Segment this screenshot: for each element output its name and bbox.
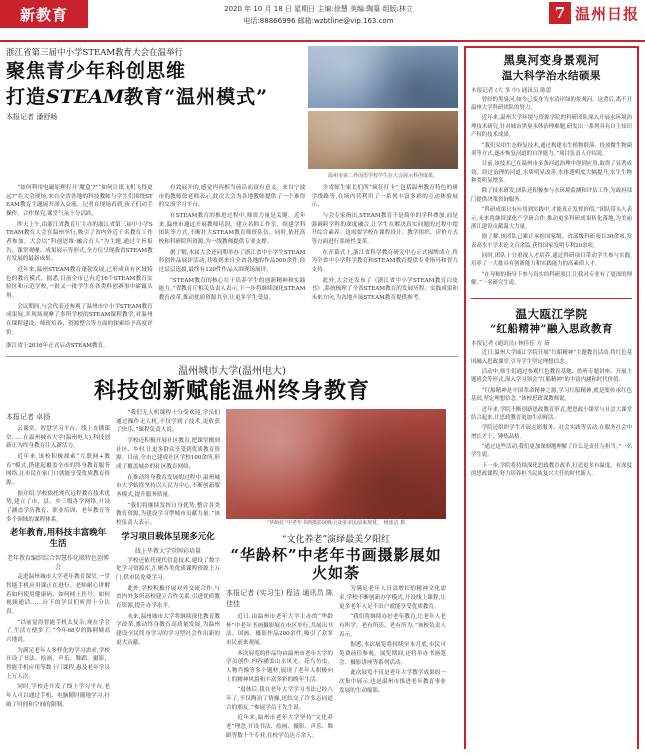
right-story1-p7: 据了解,该团队已累计承担国家级、省部级科研项目30余项,发表高水平学术论文百余篇,获得国家发明专利20余项。 <box>471 234 632 249</box>
story1-columns <box>6 184 458 339</box>
page-footer <box>0 749 645 755</box>
right-story1-title-line1: 黑臭河变身景观河 <box>503 53 600 67</box>
story3-byline: 本报记者 (实习生) 程洁 通讯员 陈佳佳 <box>226 589 333 609</box>
story1-col1-p2: 昨天上午,由浙江省教育厅主办的浙江省第三届中小学STEAM教育大会在温州举行,吸引了省内外近千名教育工作者参加。大会以“科创思维·融合育人”为主题,通过主旨报告、课堂观摩、成果展示等形式,全方位呈现我省STEAM教育发展的最新成果。 <box>6 221 153 263</box>
story1-col2-p4: “STEAM教育的核心在于培养学生的创新精神和实践能力。”省教育厅相关负责人表示,下一步将继续深化STEAM教育改革,推动优质资源共享,让更多学生受益。 <box>158 277 306 301</box>
right-story1-title-line2: 温大科学治水结硕果 <box>502 69 601 82</box>
story1-photo-a <box>308 46 458 108</box>
story1-title-pre: 打造 <box>6 86 47 109</box>
story1-kicker: 浙江省第三届中小学STEAM教育大会在温举行 <box>6 48 184 58</box>
right-story2-byline: 本报记者 (通讯员) 林佳佳 方 茹 <box>471 341 550 348</box>
story1-col3-p2: 与会专家指出,STEAM教育不是简单的学科叠加,而是强调跨学科的深度融合,让学生在解决真实问题的过程中提升综合素养。这需要学校在课程设计、教学组织、评价方式等方面进行系统性变革。 <box>311 212 459 245</box>
right-story2-p3: “红船精神是中国革命精神之源,学习红船精神,就是要传承红色基因,坚定理想信念。”该校思政课教师说。 <box>471 387 632 403</box>
story3-col-2 <box>339 585 446 742</box>
story1-col-3 <box>311 184 458 339</box>
story2-col1-p3: 据介绍,学校依托现代远程教育技术优势,建立了市、县、乡三级办学网络,开设了涵盖学历教育、职业培训、老年教育等多个领域的课程体系。 <box>6 490 110 523</box>
story2-col2-text2 <box>116 557 220 648</box>
section-label: 新教育 <box>0 0 88 28</box>
story3-col-1 <box>226 585 333 742</box>
story3-col1-p4: 近年来,温州市老年大学坚持“文化养老”理念,开设书法、绘画、摄影、声乐、舞蹈等数十个专业,在校学员达万余人。 <box>226 715 333 739</box>
story1-col2-p3: 据了解,本届大会还同期举办了浙江省中小学生STEAM科创作品展评活动,共收到来自全省各地的作品500余件,经过层层选拔,最终有120件作品入围现场展评。 <box>158 249 306 273</box>
story3-col1-p1: 近日,由温州市老年大学主办的“华龄杯”中老年书画摄影展在市区举行,共展出书法、国画、摄影作品200余件,吸引了众多市民前来观展。 <box>226 614 333 647</box>
right-story2-p1: 近日,温州大学瓯江学院开展“红船精神”主题教育活动,将红色基因融入思政课堂,引导学生坚定理想信念。 <box>471 350 632 365</box>
story2-subhead-2b: 线上毕教大学堂牌彩培量 <box>134 547 201 555</box>
story3-col2-p3: 据悉,本次展览将持续至本月底,市民可免费前往参观。展览期间,还将举办书画笔会、摄影讲座等系列活动。 <box>339 642 446 666</box>
story3-col2-p2: “我们将继续办好老年教育,让老年人老有所学、老有所乐、老有所为。”该校负责人表示。 <box>339 614 446 638</box>
story2-byline: 本报记者 卓扬 <box>6 413 51 422</box>
story1-title-post: 教育“温州模式” <box>124 86 268 109</box>
story2-col2-p1: “我们无人机课程十分受欢迎,学员们通过操作无人机,不仅学到了技术,更收获了快乐。”课程负责人说。 <box>116 410 220 434</box>
story2-body <box>6 409 458 742</box>
story2-col-1 <box>6 409 110 742</box>
story2-col2-p4: “我们将继续发挥自身优势,整合各类教育资源,为建设学习型城市贡献力量。”该校负责人表示。 <box>116 502 220 526</box>
story1-col1-p1: “如何利用电磁原理打开‘魔盒’?”“如何让纸飞机飞得更远?”在大会现场,来自全省各地的科技教师与学生们围绕STEAM教育主题展开深入交流。记者在现场看到,孩子们动手操作、合作探究,课堂气氛十分活跃。 <box>6 185 153 217</box>
page-number: 7 <box>549 2 571 24</box>
story2-photo-caption: “华龄红”中老年书画摄影展吸引众多市民前来观赏。 杨冰洁 摄 <box>266 520 406 527</box>
right-story1-p1: 曾经的黑臭河,如今已变身为水清岸绿的景观河。这背后,离不开温州大学科研团队的努力。 <box>471 96 632 112</box>
story3-col1-p2: 本次展览的作品均由温州市老年大学的学员创作,内容涵盖山水风光、花鸟鱼虫、人物肖像等多个题材,展现了老年人积极向上的精神风貌和丰富多彩的晚年生活。 <box>226 650 333 683</box>
right-sidebar-zone <box>464 46 639 752</box>
masthead-info <box>88 0 549 27</box>
paper-name: 温州日报 <box>574 4 639 23</box>
contact-line: 电话:88866996 邮箱:wzbtline@vip.163.com <box>243 17 394 25</box>
right-story-oujiang <box>471 307 632 481</box>
story2-col1-q4: 同时,学校还开发了线上学习平台,老年人可以通过手机、电脑随时随地学习,打破了时间和空间的限制。 <box>6 684 110 708</box>
right-story1-p8: 同时,团队十分重视人才培养,通过科研项目带动学生参与实践,培养了一大批具有创新能力和实践能力的高素质人才。 <box>471 253 632 268</box>
story2-subhead-2: 学习项目载体呈现多元化 <box>121 531 215 542</box>
page-body <box>0 42 645 752</box>
story1-col1-p3: 近年来,温州STEAM教育蓬勃发展,已形成具有区域特色的教育模式。据悉,目前全市已有近16个STEAM教育实验区和示范学校,一批又一批学生在各类科创赛事中崭露头角。 <box>6 266 153 299</box>
right-story2-p5: 学院还组织学生开展志愿服务、社会实践等活动,在服务社会中增长才干、锤炼品格。 <box>471 425 632 440</box>
story2-col1-p2: 近年来,该校积极探索“互联网+教育”模式,搭建起覆盖全市的终身教育服务网络,让市民在家门口就能享受优质教育资源。 <box>6 454 110 487</box>
story1-headline-block <box>6 46 302 180</box>
divider-1 <box>6 356 458 357</box>
story3-title: “华龄杯”中老年书画摄影展如火如荼 <box>230 546 442 582</box>
story1-title-line2 <box>6 86 302 108</box>
right-story2-body <box>471 349 632 478</box>
story-city-university <box>6 362 458 742</box>
story3-col1-p3: “退休后,我在老年大学学习书法已经八年了,不仅陶冶了情操,还结交了许多志同道合的朋友。”参展学员王先生说。 <box>226 687 333 711</box>
right-story1-body <box>471 96 632 288</box>
story2-col1-p1: 云课堂、智慧学习平台、线上直播课堂……在温州城市大学(温州电大),科技创新正为终身教育注入新活力。 <box>6 426 110 450</box>
right-story1-p2: 近年来,温州大学环境与资源学院的科研团队深入开展水环境治理技术研究,针对城市黑臭水体治理难题,研发出一系列具有自主知识产权的技术成果。 <box>471 115 632 139</box>
story-calligraphy-exhibition <box>226 532 446 742</box>
right-story1-byline: 本报记者 (大 多 中) 通讯员 陈蕾 <box>471 87 552 94</box>
story1-col-1 <box>6 184 153 339</box>
right-story2-title-line1: 温大瓯江学院 <box>515 306 588 321</box>
right-story2-p6: “通过这些活动,我们更加深刻地理解了什么是责任与担当。”一名学生说。 <box>471 444 632 459</box>
story2-photo <box>226 409 446 519</box>
right-story2-p2: 活动中,师生们通过参观红色教育基地、聆听专题讲座、开展主题班会等形式,深入学习领会“红船精神”的丰富内涵和时代价值。 <box>471 369 632 384</box>
story1-title-steam: STEAM <box>46 86 125 109</box>
masthead <box>0 0 645 42</box>
right-story2-p4: 近年来,学院不断创新思政教育形式,把思政小课堂与社会大课堂结合起来,让思政教育更加生动鲜活。 <box>471 406 632 421</box>
story2-col2-p3: 在推动终身教育发展的过程中,温州城市大学始终坚持以人民为中心,不断创新服务模式,提升服务质量。 <box>116 474 220 499</box>
right-story2-p7: 下一步,学院将持续深化思政教育改革,打造更多有温度、有深度的思政课程,努力培养担当民族复兴大任的时代新人。 <box>471 462 632 478</box>
story1-byline: 本报记者 潘舒畅 <box>6 112 58 121</box>
story1-col2-p1: 有效展开的,感觉内容相当前沿而富有意义。来自宁波市的教师徐老师表示,此次大会为各地教师提供了一个难得的交流学习平台。 <box>158 185 306 209</box>
story2-col1-q1: 走进温州城市大学老年教育课堂,一堂智能手机应用课正在进行。老师耐心讲解着如何使用健康码、如何网上挂号、如何视频通话……台下的学员们听得十分认真。 <box>6 574 110 616</box>
story3-col2-p1: 为满足老年人日益增长的精神文化需求,学校不断创新办学模式,开设线上课程,让更多老年人足不出户就能享受优质教育。 <box>339 586 446 610</box>
story2-photo-block <box>226 409 446 742</box>
story2-col2-p2: 学校还积极开展社区教育,把课堂搬到社区、乡村,让更多群众享受到优质教育资源。目前,全市已建成社区学校100余所,形成了覆盖城乡的社区教育网络。 <box>116 438 220 471</box>
story2-col-2 <box>116 409 220 742</box>
story2-subhead-1b: 老年教育编织综合智慧作化联特色创博会 <box>6 555 109 572</box>
story1-title-line1: 聚焦青少年科创思维 <box>6 60 187 82</box>
story2-col2-q3: 未来,温州城市大学将继续深化教育教学改革,推动终身教育高质量发展,为温州建设全民终身学习的学习型社会作出新的更大贡献。 <box>116 613 220 646</box>
story1-col3-p1: 全省师生家长们所“疯狂打卡”,包括温州教育特色的研学线路等,在场内营利用了一系列丰富多彩的互动体验展示。 <box>311 185 459 209</box>
story2-col1-q3: 为满足老年人多样化的学习需求,学校开设了书法、绘画、声乐、舞蹈、摄影、智能手机应用等数十门课程,惠及老年学员上万人次。 <box>6 647 110 680</box>
story1-sidebar-note: 浙江省于2016年正式启动STEAM教育。 <box>6 343 109 350</box>
right-story1-p4: 目前,该技术已在温州市多条河道治理中得到应用,取得了显著成效。经过治理的河道,水质明显改善,水体透明度大幅提升,水生生物种类明显增多。 <box>471 161 632 185</box>
story1-photo-group <box>308 46 458 180</box>
right-story1-p6: “科研成果只有应用到实践中,才能真正发挥价值。”团队带头人表示,未来将继续深化产学研合作,推动更多科研成果转化落地,为美丽浙江建设贡献温大力量。 <box>471 207 632 230</box>
right-story1-p3: “我们采用生态修复技术,通过构建水生植物群落、投放微生物菌剂等方式,逐步恢复河道的自净能力。”项目负责人介绍说。 <box>471 142 632 157</box>
story2-col1-text2 <box>6 573 110 709</box>
story2-subhead-1: 老年教育,用科技丰富晚年生活 <box>9 528 107 550</box>
publish-date: 2020 年 10 月 18 日 星期日 主编:徐慧 美编:陶篁 组版:林立 <box>224 5 413 13</box>
story2-col1-text <box>6 425 110 524</box>
story2-subtitle: 温州城市大学(温州电大) <box>178 366 286 378</box>
story2-col2-q2: 此外,学校积极开展对外交流合作,与省内外多所高校建立合作关系,引进优质教育资源,提升办学水平。 <box>116 585 220 609</box>
story3-columns <box>226 585 446 742</box>
story3-col2-p4: 此次展览不仅是老年大学教学成果的一次集中展示,也是温州市推进老年教育事业发展的生动缩影。 <box>339 670 446 694</box>
story1-photo-caption: 温州市第二外国语学校学生在大会展示科创成果。 <box>327 173 438 179</box>
right-story1-p9: “在导师的指导下参与真实的科研项目,让我对专业有了更深的理解。”一名研究生说。 <box>471 271 632 287</box>
story1-col3-p4: 此外,大会还发布了《浙江省中小学STEAM教育白皮书》,系统梳理了全省STEAM教育的发展历程、实践成果和未来方向,为各地开展STEAM教育提供参考。 <box>311 277 459 301</box>
story2-col1-q2: “以前觉得智能手机太复杂,现在学会了,生活方便多了。”今年68岁的陈阿姨高兴地说。 <box>6 619 110 644</box>
story2-col2-q1: 学校还依托现代信息技术,建设了数字化学习资源库,汇聚各类优质课程资源上万门,供市民免费学习。 <box>116 557 220 581</box>
right-story1-p5: 除了技术研发,团队还积极参与水环境监测和评估工作,为政府部门提供决策咨询服务。 <box>471 188 632 203</box>
story-steam-conference <box>6 46 458 351</box>
left-content-zone <box>6 46 458 752</box>
story1-col2-p2: 在STEAM教育的推进过程中,师资力量是关键。近年来,温州市通过开展教师培训、建立名师工作室、组建学科团队等方式,不断壮大STEAM教育师资队伍。同时,依托高校和科研院所资源,为一线教师提供专业支撑。 <box>158 212 306 245</box>
right-story-river <box>471 53 632 290</box>
right-divider <box>471 298 632 299</box>
story3-quote: “文化养老”演绎最美夕阳红 <box>281 535 391 546</box>
story1-col-2 <box>159 184 306 339</box>
story2-col2-text <box>116 409 220 528</box>
right-story2-title-line2: “红船精神”融入思政教育 <box>489 323 614 336</box>
story1-col3-p3: 在开幕式上,浙江省科学教育研究中心正式揭牌成立,将为全省中小学科学教育和STEAM教育提供专业指导和智力支持。 <box>311 249 459 273</box>
story1-photo-b <box>308 111 458 169</box>
story1-col1-p4: 会议期间,与会代表还参观了温州市中小学STEAM教育成果展,并现场观摩了多所学校的STEAM课程教学,对温州在课程建设、师资培养、资源整合等方面的探索给予高度评价。 <box>6 303 153 336</box>
story2-title: 科技创新赋能温州终身教育 <box>93 378 370 405</box>
masthead-right <box>549 0 645 24</box>
